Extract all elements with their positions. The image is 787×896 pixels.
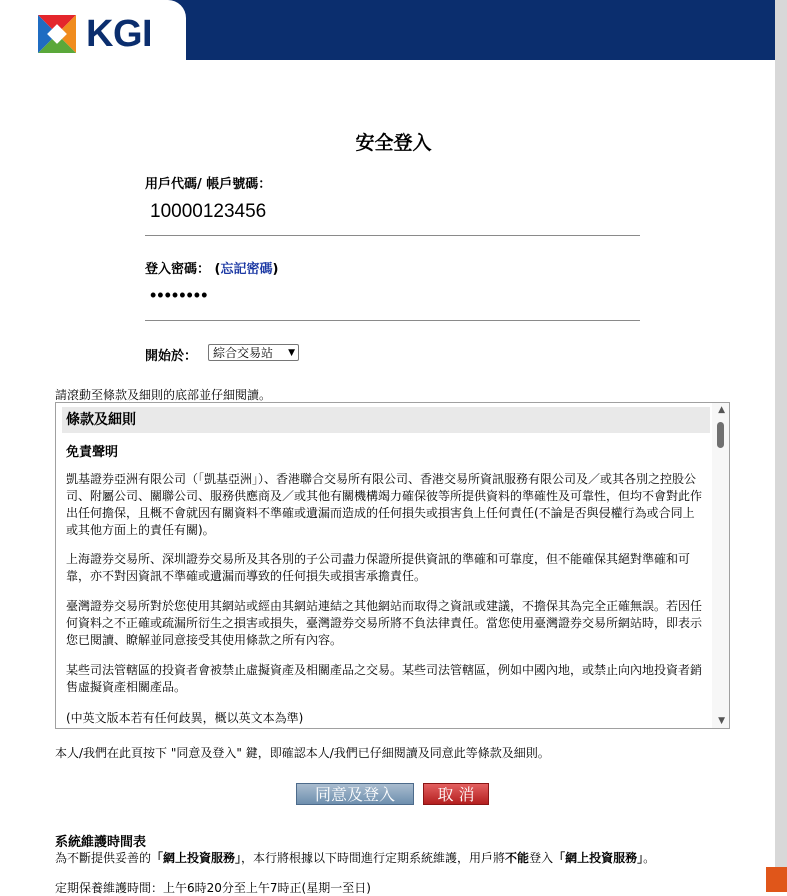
password-underline (145, 320, 640, 321)
agree-login-button[interactable]: 同意及登入 (296, 783, 414, 805)
password-input[interactable]: •••••••• (150, 285, 209, 305)
scroll-note: 請滾動至條款及細則的底部並仔細閱讀。 (55, 388, 272, 402)
account-input[interactable]: 10000123456 (150, 201, 267, 222)
password-label: 登入密碼： (145, 262, 211, 277)
page-title: 安全登入 (355, 132, 432, 154)
terms-paragraph: 臺灣證券交易所對於您使用其網站或經由其網站連結之其他網站而取得之資訊或建議，不擔保其為完全正確無誤。若因任何資料之不正確或疏漏所衍生之損害或損失，臺灣證券交易所將不負法律責任。當您使用臺灣證券交易所網站時，即表示您已閱讀、瞭解並同意接受其使用條款之所有內容。 (66, 599, 703, 647)
logo-text: KGI (86, 13, 153, 55)
disclaimer-title: 免責聲明 (66, 445, 119, 460)
account-underline (145, 235, 640, 236)
terms-paragraph: 某些司法管轄區的投資者會被禁止虛擬資產及相關產品之交易。某些司法管轄區，例如中國內地，或禁止向內地投資者銷售虛擬資產相關產品。 (66, 663, 703, 694)
scroll-thumb[interactable] (717, 422, 724, 448)
account-label: 用戶代碼/ 帳戶號碼： (145, 177, 272, 192)
maintenance-text-prefix: 為不斷提供妥善的 (55, 851, 152, 865)
maintenance-schedule: 定期保養維護時間：上午6時20分至上午7時正(星期一至日) (55, 881, 371, 895)
cannot-text: 不能 (505, 851, 530, 865)
start-page-selected: 綜合交易站 (213, 346, 274, 360)
start-page-select[interactable] (208, 344, 299, 361)
scroll-down-icon[interactable]: ▼ (718, 716, 725, 726)
cancel-button[interactable]: 取 消 (423, 783, 489, 805)
service-name: 「網上投資服務」 (553, 851, 644, 865)
maintenance-text-login: 登入 (529, 851, 554, 865)
scroll-up-icon[interactable]: ▲ (718, 405, 725, 415)
chevron-down-icon: ▼ (288, 348, 295, 358)
corner-accent (766, 867, 787, 892)
password-label-row: 登入密碼： (忘記密碼) (145, 262, 279, 277)
terms-paragraph: (中英文版本若有任何歧異，概以英文本為準) (66, 711, 304, 725)
terms-paragraph: 上海證券交易所、深圳證券交易所及其各別的子公司盡力保證所提供資訊的準確和可靠度，但不能確保其絕對準確和可靠，亦不對因資訊不準確或遺漏而導致的任何損失或損害承擔責任。 (66, 552, 691, 583)
terms-scrollbar[interactable] (712, 403, 729, 728)
maintenance-title: 系統維護時間表 (55, 835, 147, 850)
maintenance-text (55, 849, 655, 866)
consent-text: 本人/我們在此頁按下 "同意及登入" 鍵，即確認本人/我們已仔細閱讀及同意此等條款及細則。 (55, 746, 550, 760)
kgi-logo-icon (38, 15, 76, 53)
maintenance-text-middle: ，本行將根據以下時間進行定期系統維護，用戶將 (241, 851, 506, 865)
service-name: 「網上投資服務」 (151, 851, 242, 865)
terms-box[interactable] (55, 402, 730, 729)
maintenance-text-end: 。 (643, 851, 656, 865)
logo-tab (0, 0, 186, 60)
terms-paragraph: 凱基證券亞洲有限公司（「凱基亞洲」）、香港聯合交易所有限公司、香港交易所資訊服務有限公司及／或其各別之控股公司、附屬公司、關聯公司、服務供應商及／或其他有關機構竭力確保彼等所提供資料的準確性及可靠性，但均不會對此作出任何擔保，且概不會就因有關資料不準確或遺漏而造成的任何損失或損害負上任何責任(不論是否與侵權行為或合同上或其他方面上的責任有關)。 (66, 472, 703, 537)
terms-header: 條款及細則 (62, 407, 710, 433)
start-label: 開始於： (145, 349, 198, 364)
forgot-password-link[interactable]: 忘記密碼 (220, 262, 273, 277)
